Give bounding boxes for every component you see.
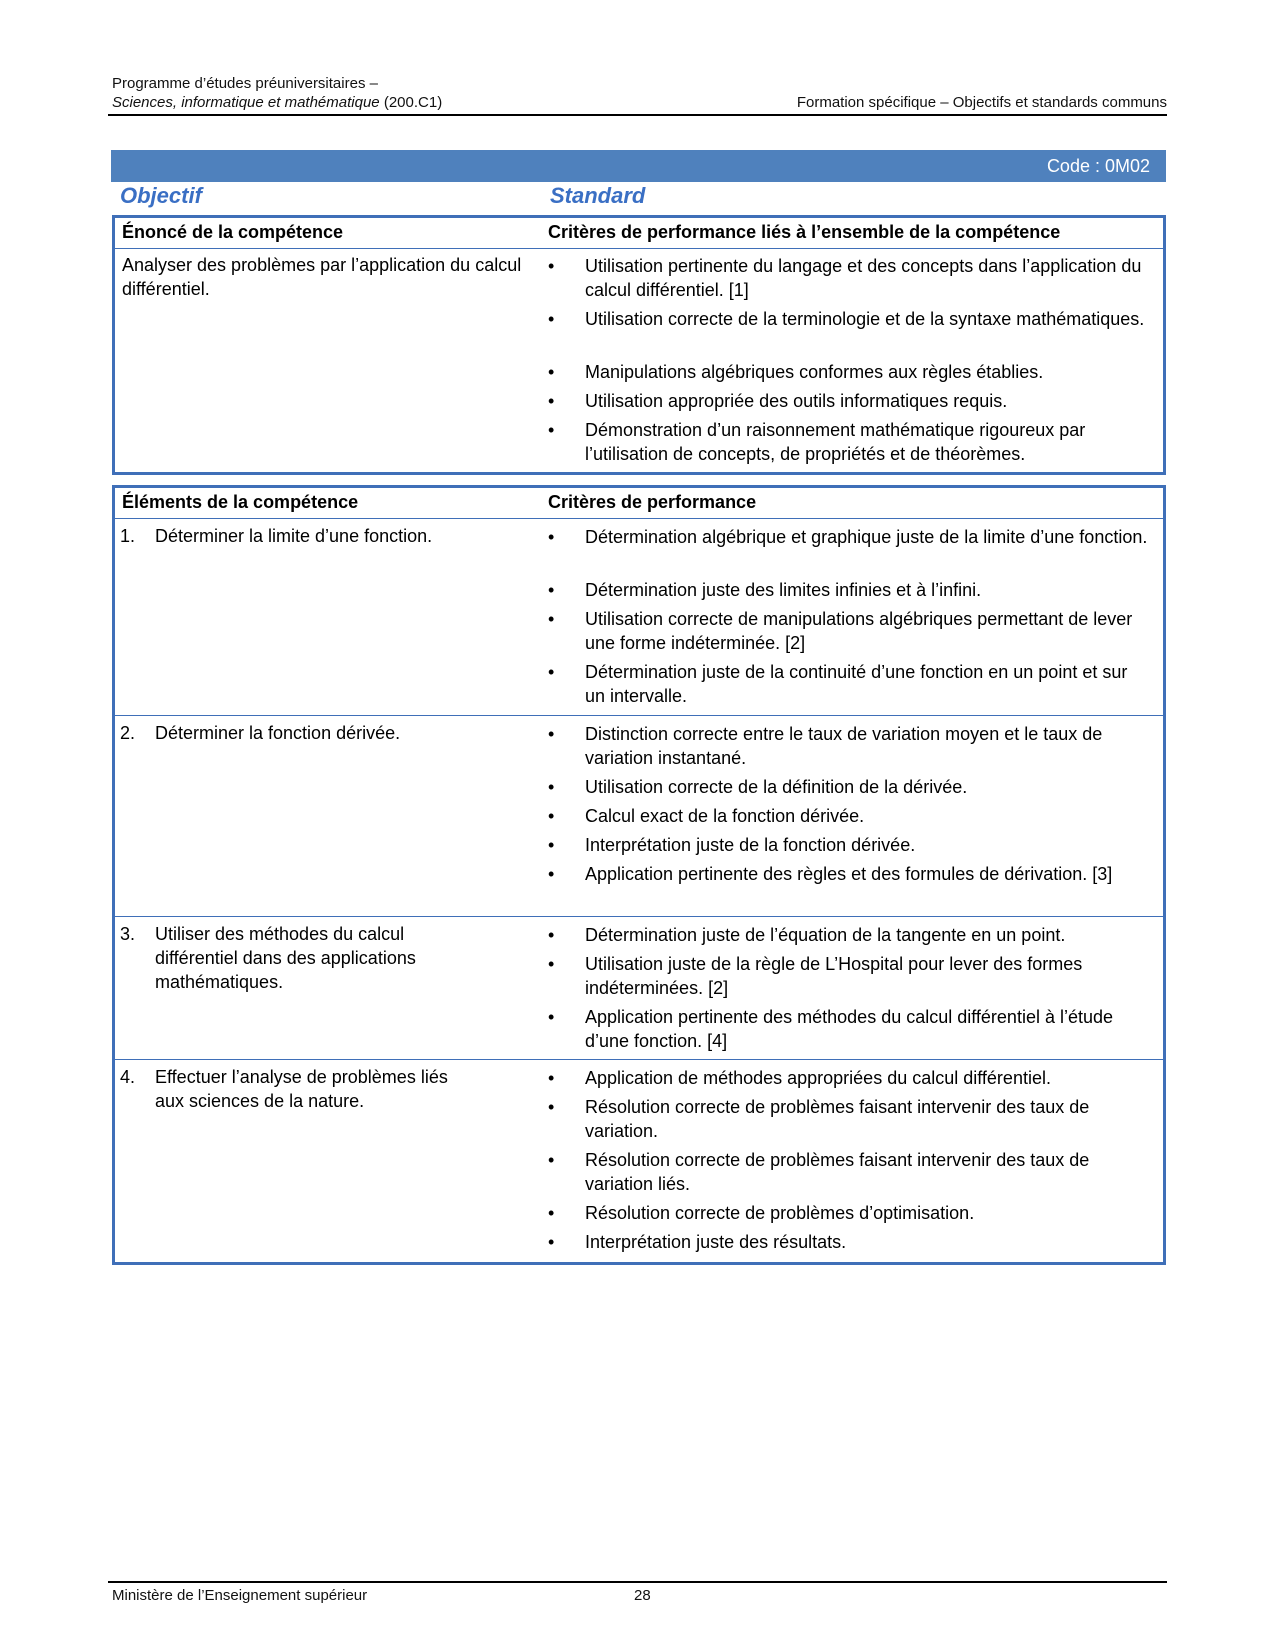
criterion-text: Détermination algébrique et graphique juste de la limite d’une fonction. <box>585 527 1148 547</box>
bullet-icon: • <box>548 1068 555 1088</box>
bullet-icon: • <box>548 1150 555 1170</box>
standard-heading: Standard <box>550 183 646 208</box>
bullet-icon: • <box>548 609 555 629</box>
criterion-text: Utilisation pertinente du langage et des concepts dans l’application du calcul différentiel. [1] <box>585 256 1142 300</box>
element-4 <box>120 1065 520 1113</box>
bullet-icon: • <box>548 1097 555 1117</box>
element-number: 3. <box>120 924 136 944</box>
element-divider <box>113 715 1164 716</box>
bullet-icon: • <box>548 954 555 974</box>
header-line1: Programme d’études préuniversitaires – <box>112 75 378 92</box>
element-2 <box>120 721 520 745</box>
criterion-text: Détermination juste des limites infinies et à l’infini. <box>585 580 982 600</box>
bullet-icon: • <box>548 724 555 744</box>
element-divider <box>113 916 1164 917</box>
bullet-icon: • <box>548 662 555 682</box>
bullet-icon: • <box>548 835 555 855</box>
header-line2 <box>112 94 1167 111</box>
element-divider <box>113 1059 1164 1060</box>
criterion-text: Utilisation correcte de la terminologie et de la syntaxe mathématiques. <box>585 309 1145 329</box>
criterion-text: Résolution correcte de problèmes faisant intervenir des taux de variation. <box>585 1097 1090 1141</box>
header-section-title: Formation spécifique – Objectifs et standards communs <box>796 94 1167 111</box>
criterion-text: Calcul exact de la fonction dérivée. <box>585 806 865 826</box>
header-rule <box>108 114 1167 116</box>
code-bar <box>111 150 1166 182</box>
section1-rule <box>113 248 1164 249</box>
bullet-icon: • <box>548 777 555 797</box>
bullet-icon: • <box>548 580 555 600</box>
global-criteria-heading: Critères de performance liés à l’ensemble de la compétence <box>548 222 1061 242</box>
page-number: 28 <box>634 1587 651 1604</box>
header-program <box>112 94 442 111</box>
element-1 <box>120 524 520 548</box>
criterion-text: Application pertinente des méthodes du calcul différentiel à l’étude d’une fonction. [4] <box>585 1007 1114 1051</box>
element-text: Effectuer l’analyse de problèmes liés aux sciences de la nature. <box>155 1067 448 1111</box>
bullet-icon: • <box>548 527 555 547</box>
bullet-icon: • <box>548 925 555 945</box>
bullet-icon: • <box>548 864 555 884</box>
element-number: 2. <box>120 723 136 743</box>
criterion-text: Détermination juste de l’équation de la tangente en un point. <box>585 925 1066 945</box>
bullet-icon: • <box>548 420 555 440</box>
section2-rule <box>113 518 1164 519</box>
bullet-icon: • <box>548 309 555 329</box>
program-name: Sciences, informatique et mathématique <box>112 94 380 111</box>
footer <box>112 1587 651 1604</box>
criterion-text: Résolution correcte de problèmes d’optimisation. <box>585 1203 975 1223</box>
criterion-text: Distinction correcte entre le taux de variation moyen et le taux de variation instantané. <box>585 724 1103 768</box>
elements-heading: Éléments de la compétence <box>122 492 359 512</box>
code-label: Code : 0M02 <box>1046 156 1150 176</box>
performance-criteria-heading: Critères de performance <box>548 492 757 512</box>
criterion-text: Interprétation juste de la fonction dérivée. <box>585 835 916 855</box>
bullet-icon: • <box>548 1203 555 1223</box>
bullet-icon: • <box>548 391 555 411</box>
element-number: 4. <box>120 1067 136 1087</box>
criterion-text: Utilisation juste de la règle de L’Hospital pour lever des formes indéterminées. [2] <box>585 954 1083 998</box>
bullet-icon: • <box>548 362 555 382</box>
bullet-icon: • <box>548 1007 555 1027</box>
program-code: (200.C1) <box>383 94 443 111</box>
bullet-icon: • <box>548 1232 555 1252</box>
criterion-text: Application pertinente des règles et des formules de dérivation. [3] <box>585 864 1113 884</box>
element-3 <box>120 922 520 994</box>
criterion-text: Manipulations algébriques conformes aux règles établies. <box>585 362 1044 382</box>
element-number: 1. <box>120 526 136 546</box>
criterion-text: Détermination juste de la continuité d’une fonction en un point et sur un intervalle. <box>585 662 1128 706</box>
criterion-text: Résolution correcte de problèmes faisant intervenir des taux de variation liés. <box>585 1150 1090 1194</box>
criterion-text: Utilisation appropriée des outils informatiques requis. <box>585 391 1008 411</box>
element-text: Déterminer la limite d’une fonction. <box>155 526 433 546</box>
element-text: Déterminer la fonction dérivée. <box>155 723 401 743</box>
element-text: Utiliser des méthodes du calcul différentiel dans des applications mathématiques. <box>155 924 416 992</box>
footer-ministry: Ministère de l’Enseignement supérieur <box>112 1587 368 1604</box>
bullet-icon: • <box>548 256 555 276</box>
criterion-text: Utilisation correcte de manipulations algébriques permettant de lever une forme indéterminée. [2] <box>585 609 1133 653</box>
footer-rule <box>108 1581 1167 1583</box>
objective-heading: Objectif <box>120 183 202 208</box>
statement-heading: Énoncé de la compétence <box>122 222 344 242</box>
criterion-text: Application de méthodes appropriées du calcul différentiel. <box>585 1068 1051 1088</box>
criterion-text: Démonstration d’un raisonnement mathématique rigoureux par l’utilisation de concepts, de propriétés et de théorèmes. <box>585 420 1086 464</box>
criterion-text: Utilisation correcte de la définition de la dérivée. <box>585 777 968 797</box>
criterion-text: Interprétation juste des résultats. <box>585 1232 847 1252</box>
competence-statement: Analyser des problèmes par l’application du calcul différentiel. <box>122 255 522 299</box>
bullet-icon: • <box>548 806 555 826</box>
